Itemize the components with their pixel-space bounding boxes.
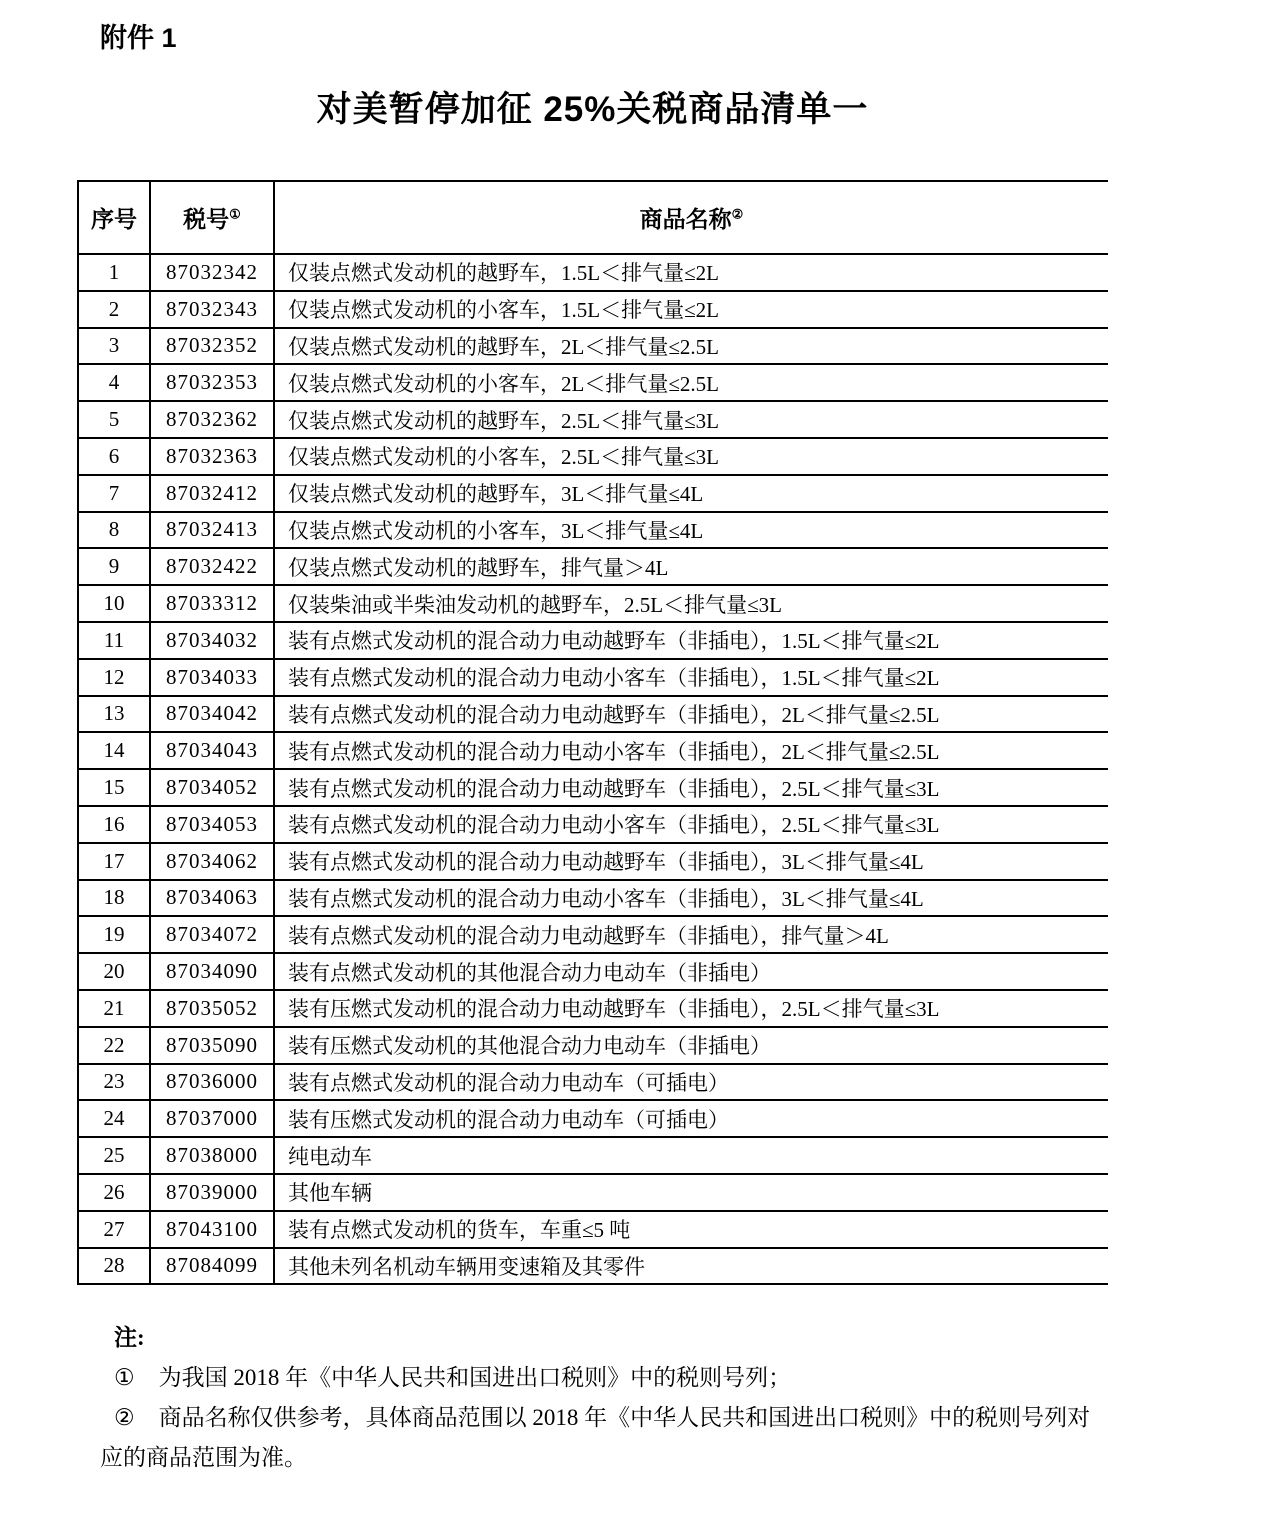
row-tariff-code: 87032342 <box>150 254 274 291</box>
row-tariff-code: 87032413 <box>150 512 274 549</box>
row-serial: 18 <box>78 880 150 917</box>
row-product-name: 装有点燃式发动机的混合动力电动小客车（非插电），2L＜排气量≤2.5L <box>274 732 1108 769</box>
column-header-tariff-code-label: 税号 <box>183 207 230 232</box>
row-tariff-code: 87084099 <box>150 1248 274 1285</box>
table-row <box>78 291 1108 328</box>
table-row <box>78 843 1108 880</box>
row-product-name: 纯电动车 <box>274 1137 1108 1174</box>
table-row <box>78 364 1108 401</box>
row-product-name: 装有压燃式发动机的其他混合动力电动车（非插电） <box>274 1027 1108 1064</box>
row-tariff-code: 87032352 <box>150 328 274 365</box>
notes-section <box>100 1318 1112 1478</box>
row-tariff-code: 87034052 <box>150 769 274 806</box>
row-product-name: 其他车辆 <box>274 1174 1108 1211</box>
row-product-name: 仅装点燃式发动机的越野车，1.5L＜排气量≤2L <box>274 254 1108 291</box>
row-product-name: 仅装点燃式发动机的小客车，2.5L＜排气量≤3L <box>274 438 1108 475</box>
note-item-2 <box>100 1398 1112 1478</box>
row-tariff-code: 87034043 <box>150 732 274 769</box>
notes-label: 注: <box>114 1325 145 1350</box>
row-serial: 27 <box>78 1211 150 1248</box>
table-row <box>78 990 1108 1027</box>
table-row <box>78 475 1108 512</box>
row-serial: 2 <box>78 291 150 328</box>
row-serial: 10 <box>78 585 150 622</box>
row-tariff-code: 87034042 <box>150 696 274 733</box>
tariff-table <box>77 180 1108 1285</box>
row-serial: 28 <box>78 1248 150 1285</box>
row-serial: 9 <box>78 548 150 585</box>
row-serial: 1 <box>78 254 150 291</box>
row-serial: 21 <box>78 990 150 1027</box>
table-row <box>78 732 1108 769</box>
row-tariff-code: 87035090 <box>150 1027 274 1064</box>
table-header-row <box>78 181 1108 254</box>
row-product-name: 装有点燃式发动机的混合动力电动越野车（非插电），2L＜排气量≤2.5L <box>274 696 1108 733</box>
table-row <box>78 769 1108 806</box>
row-product-name: 装有点燃式发动机的货车，车重≤5 吨 <box>274 1211 1108 1248</box>
row-tariff-code: 87034033 <box>150 659 274 696</box>
column-header-product-name <box>274 181 1108 254</box>
row-product-name: 装有压燃式发动机的混合动力电动车（可插电） <box>274 1100 1108 1137</box>
row-tariff-code: 87038000 <box>150 1137 274 1174</box>
table-body <box>78 254 1108 1284</box>
row-tariff-code: 87032363 <box>150 438 274 475</box>
column-header-tariff-code <box>150 181 274 254</box>
row-tariff-code: 87043100 <box>150 1211 274 1248</box>
column-header-product-name-label: 商品名称 <box>639 207 732 232</box>
row-tariff-code: 87035052 <box>150 990 274 1027</box>
row-tariff-code: 87032362 <box>150 401 274 438</box>
table-row <box>78 659 1108 696</box>
table-row <box>78 1064 1108 1101</box>
row-serial: 14 <box>78 732 150 769</box>
row-product-name: 装有压燃式发动机的混合动力电动越野车（非插电），2.5L＜排气量≤3L <box>274 990 1108 1027</box>
row-product-name: 仅装点燃式发动机的越野车，排气量＞4L <box>274 548 1108 585</box>
row-tariff-code: 87034032 <box>150 622 274 659</box>
row-product-name: 仅装点燃式发动机的越野车，3L＜排气量≤4L <box>274 475 1108 512</box>
table-row <box>78 512 1108 549</box>
table-row <box>78 916 1108 953</box>
row-tariff-code: 87034090 <box>150 953 274 990</box>
table-row <box>78 1174 1108 1211</box>
table-row <box>78 1027 1108 1064</box>
row-product-name: 装有点燃式发动机的混合动力电动越野车（非插电），排气量＞4L <box>274 916 1108 953</box>
note-2-text: 商品名称仅供参考，具体商品范围以 2018 年《中华人民共和国进出口税则》中的税则号列对应的商品范围为准。 <box>100 1405 1091 1470</box>
row-serial: 12 <box>78 659 150 696</box>
column-header-serial-label: 序号 <box>91 207 137 232</box>
row-serial: 23 <box>78 1064 150 1101</box>
row-serial: 5 <box>78 401 150 438</box>
table-row <box>78 438 1108 475</box>
row-serial: 11 <box>78 622 150 659</box>
row-product-name: 仅装点燃式发动机的小客车，3L＜排气量≤4L <box>274 512 1108 549</box>
table-row <box>78 1137 1108 1174</box>
row-product-name: 仅装柴油或半柴油发动机的越野车，2.5L＜排气量≤3L <box>274 585 1108 622</box>
row-serial: 17 <box>78 843 150 880</box>
table-row <box>78 1211 1108 1248</box>
note-item-1 <box>100 1358 1112 1398</box>
row-serial: 3 <box>78 328 150 365</box>
table-row <box>78 1100 1108 1137</box>
column-header-product-name-superscript: ② <box>731 206 744 222</box>
row-tariff-code: 87037000 <box>150 1100 274 1137</box>
row-product-name: 装有点燃式发动机的混合动力电动小客车（非插电），1.5L＜排气量≤2L <box>274 659 1108 696</box>
note-1-text: 为我国 2018 年《中华人民共和国进出口税则》中的税则号列； <box>158 1365 792 1390</box>
table-row <box>78 548 1108 585</box>
row-tariff-code: 87034063 <box>150 880 274 917</box>
row-product-name: 装有点燃式发动机的混合动力电动车（可插电） <box>274 1064 1108 1101</box>
row-serial: 22 <box>78 1027 150 1064</box>
row-serial: 8 <box>78 512 150 549</box>
row-serial: 20 <box>78 953 150 990</box>
row-tariff-code: 87032422 <box>150 548 274 585</box>
row-tariff-code: 87032343 <box>150 291 274 328</box>
note-1-marker: ① <box>114 1365 135 1390</box>
row-product-name: 装有点燃式发动机的混合动力电动越野车（非插电），1.5L＜排气量≤2L <box>274 622 1108 659</box>
table-row <box>78 622 1108 659</box>
row-serial: 13 <box>78 696 150 733</box>
table-row <box>78 328 1108 365</box>
row-tariff-code: 87034072 <box>150 916 274 953</box>
row-serial: 7 <box>78 475 150 512</box>
row-product-name: 仅装点燃式发动机的越野车，2.5L＜排气量≤3L <box>274 401 1108 438</box>
row-product-name: 仅装点燃式发动机的小客车，1.5L＜排气量≤2L <box>274 291 1108 328</box>
row-serial: 6 <box>78 438 150 475</box>
row-product-name: 装有点燃式发动机的混合动力电动小客车（非插电），3L＜排气量≤4L <box>274 880 1108 917</box>
row-product-name: 装有点燃式发动机的其他混合动力电动车（非插电） <box>274 953 1108 990</box>
table-row <box>78 696 1108 733</box>
row-serial: 19 <box>78 916 150 953</box>
row-product-name: 装有点燃式发动机的混合动力电动越野车（非插电），3L＜排气量≤4L <box>274 843 1108 880</box>
row-serial: 4 <box>78 364 150 401</box>
row-tariff-code: 87036000 <box>150 1064 274 1101</box>
row-product-name: 仅装点燃式发动机的越野车，2L＜排气量≤2.5L <box>274 328 1108 365</box>
row-product-name: 装有点燃式发动机的混合动力电动越野车（非插电），2.5L＜排气量≤3L <box>274 769 1108 806</box>
note-2-marker: ② <box>114 1405 135 1430</box>
row-serial: 16 <box>78 806 150 843</box>
row-tariff-code: 87034062 <box>150 843 274 880</box>
document-title: 对美暂停加征 25%关税商品清单一 <box>316 90 869 129</box>
row-serial: 15 <box>78 769 150 806</box>
attachment-label: 附件 1 <box>100 23 177 53</box>
table-row <box>78 254 1108 291</box>
column-header-serial <box>78 181 150 254</box>
row-serial: 25 <box>78 1137 150 1174</box>
row-tariff-code: 87032412 <box>150 475 274 512</box>
row-product-name: 装有点燃式发动机的混合动力电动小客车（非插电），2.5L＜排气量≤3L <box>274 806 1108 843</box>
row-tariff-code: 87039000 <box>150 1174 274 1211</box>
row-tariff-code: 87032353 <box>150 364 274 401</box>
table-row <box>78 1248 1108 1285</box>
row-product-name: 仅装点燃式发动机的小客车，2L＜排气量≤2.5L <box>274 364 1108 401</box>
table-row <box>78 585 1108 622</box>
row-tariff-code: 87033312 <box>150 585 274 622</box>
table-row <box>78 401 1108 438</box>
table-row <box>78 806 1108 843</box>
table-row <box>78 953 1108 990</box>
row-serial: 26 <box>78 1174 150 1211</box>
column-header-tariff-code-superscript: ① <box>229 206 241 222</box>
row-product-name: 其他未列名机动车辆用变速箱及其零件 <box>274 1248 1108 1285</box>
row-tariff-code: 87034053 <box>150 806 274 843</box>
table-row <box>78 880 1108 917</box>
row-serial: 24 <box>78 1100 150 1137</box>
